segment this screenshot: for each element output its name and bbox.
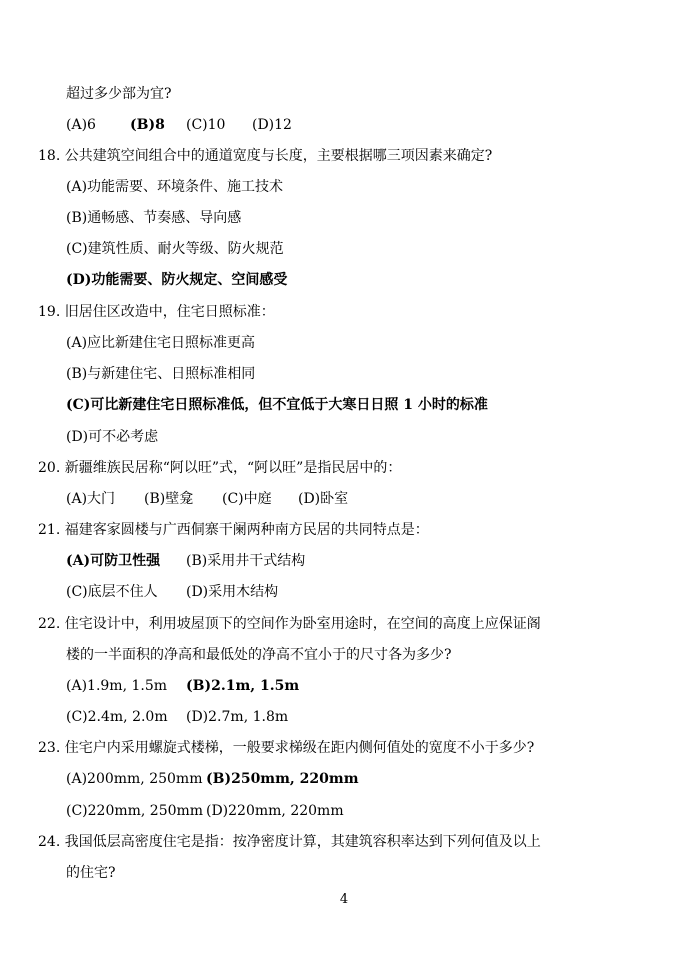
q21-option-c: (C)底层不住人 bbox=[66, 584, 158, 600]
q18-stem: 18. 公共建筑空间组合中的通道宽度与长度，主要根据哪三项因素来确定? bbox=[38, 148, 493, 164]
q22-options-row2 bbox=[66, 708, 288, 726]
q17-option-b: (B)8 bbox=[130, 117, 165, 133]
q22-option-d: (D)2.7m, 1.8m bbox=[186, 709, 289, 725]
q17-option-a: (A)6 bbox=[66, 117, 96, 133]
q22-option-b: (B)2.1m, 1.5m bbox=[186, 678, 300, 694]
q23-options-row2 bbox=[66, 802, 344, 820]
page-number: 4 bbox=[339, 892, 349, 907]
q23-option-a: (A)200mm, 250mm bbox=[66, 771, 203, 787]
q23-option-c: (C)220mm, 250mm bbox=[66, 803, 204, 819]
q22-stem-line1: 22. 住宅设计中，利用坡屋顶下的空间作为卧室用途时，在空间的高度上应保证阁 bbox=[38, 616, 541, 632]
q22-stem-line2: 楼的一半面积的净高和最低处的净高不宜小于的尺寸各为多少? bbox=[66, 647, 452, 663]
q24-stem-line2: 的住宅? bbox=[66, 865, 116, 881]
q21-options-row2 bbox=[66, 583, 278, 601]
q19-stem: 19. 旧居住区改造中，住宅日照标准： bbox=[38, 304, 275, 320]
q18-option-c: (C)建筑性质、耐火等级、防火规范 bbox=[66, 241, 284, 257]
q20-option-b: (B)壁龛 bbox=[144, 491, 194, 507]
q23-stem: 23. 住宅户内采用螺旋式楼梯，一般要求梯级在距内侧何值处的宽度不小于多少? bbox=[38, 740, 535, 756]
q23-option-d: (D)220mm, 220mm bbox=[206, 803, 344, 819]
q17-option-d: (D)12 bbox=[252, 117, 292, 133]
q19-option-b: (B)与新建住宅、日照标准相同 bbox=[66, 366, 256, 382]
q21-options-row1 bbox=[66, 552, 305, 570]
q22-option-a: (A)1.9m, 1.5m bbox=[66, 678, 168, 694]
q17-option-c: (C)10 bbox=[186, 117, 226, 133]
q18-option-a: (A)功能需要、环境条件、施工技术 bbox=[66, 179, 284, 195]
q18-option-b: (B)通畅感、节奏感、导向感 bbox=[66, 210, 242, 226]
q21-option-d: (D)采用木结构 bbox=[186, 584, 279, 600]
q23-options-row1 bbox=[66, 770, 359, 788]
q21-option-a: (A)可防卫性强 bbox=[66, 553, 161, 569]
q21-stem: 21. 福建客家圆楼与广西侗寨干阑两种南方民居的共同特点是： bbox=[38, 522, 429, 538]
q22-option-c: (C)2.4m, 2.0m bbox=[66, 709, 168, 725]
q24-stem-line1: 24. 我国低层高密度住宅是指：按净密度计算，其建筑容积率达到下列何值及以上 bbox=[38, 834, 541, 850]
q20-option-a: (A)大门 bbox=[66, 491, 116, 507]
q17-stem-continuation: 超过多少部为宜? bbox=[66, 86, 172, 102]
q20-option-d: (D)卧室 bbox=[298, 491, 349, 507]
q18-option-d: (D)功能需要、防火规定、空间感受 bbox=[66, 272, 288, 288]
q21-option-b: (B)采用井干式结构 bbox=[186, 553, 306, 569]
q22-options-row1 bbox=[66, 677, 299, 695]
q23-option-b: (B)250mm, 220mm bbox=[206, 771, 359, 787]
q19-option-c: (C)可比新建住宅日照标准低，但不宜低于大寒日日照 1 小时的标准 bbox=[66, 397, 488, 413]
q20-options bbox=[66, 490, 348, 508]
q19-option-d: (D)可不必考虑 bbox=[66, 429, 159, 445]
q20-stem: 20. 新疆维族民居称“阿以旺”式，“阿以旺”是指民居中的： bbox=[38, 460, 402, 476]
q20-option-c: (C)中庭 bbox=[222, 491, 272, 507]
q17-options bbox=[66, 116, 292, 134]
q19-option-a: (A)应比新建住宅日照标准更高 bbox=[66, 335, 256, 351]
